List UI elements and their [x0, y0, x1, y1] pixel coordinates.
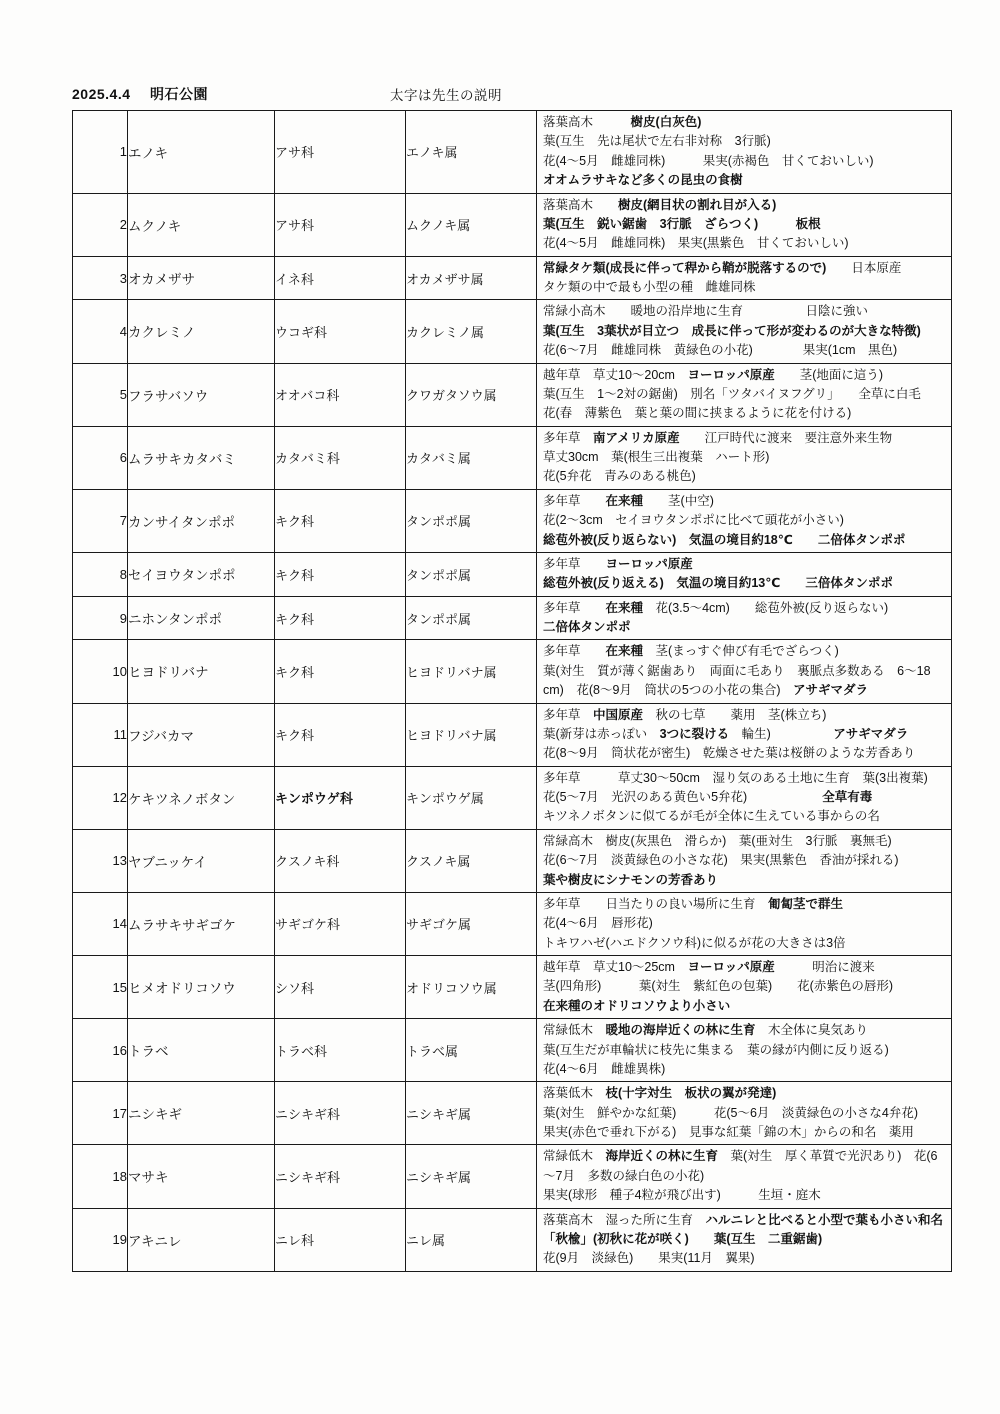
plant-description	[537, 892, 952, 955]
row-number: 8	[73, 552, 128, 596]
plant-name: ニシキギ	[128, 1082, 275, 1145]
description-line	[543, 448, 947, 467]
teacher-note-text: 葉や樹皮にシナモンの芳香あり	[543, 872, 719, 887]
description-line	[543, 662, 947, 681]
table-row	[73, 111, 952, 194]
description-text: 越年草 草丈10〜25cm	[543, 960, 688, 974]
plant-genus: キンポウゲ属	[406, 766, 537, 829]
teacher-note-text: 在来種	[605, 644, 644, 659]
teacher-note-text: 二倍体タンポポ	[543, 620, 631, 634]
plant-description	[537, 596, 952, 640]
document-header	[72, 82, 952, 106]
plant-name: ヒメオドリコソウ	[128, 956, 275, 1019]
description-line	[543, 278, 947, 297]
description-line	[543, 1123, 947, 1142]
description-text: 落葉高木	[543, 197, 619, 212]
table-row	[73, 703, 952, 766]
description-line	[543, 302, 947, 321]
description-text: 日本原産	[826, 260, 902, 275]
description-line	[543, 1147, 947, 1166]
plant-name: エノキ	[128, 111, 275, 194]
teacher-note-text: 海岸近くの林に生育	[605, 1149, 719, 1164]
description-text: 木全体に臭気あり	[755, 1023, 869, 1038]
description-line	[543, 871, 947, 890]
description-text: 花(4〜5月 雌雄同株) 果実(赤褐色 甘くておいしい)	[543, 153, 874, 168]
plant-description	[537, 1145, 952, 1208]
plant-family: カタバミ科	[275, 426, 406, 489]
plant-genus: タンポポ属	[406, 596, 537, 640]
description-line	[543, 1211, 947, 1230]
description-line	[543, 706, 947, 725]
row-number: 2	[73, 193, 128, 256]
teacher-note-text: ヨーロッパ原産	[687, 960, 775, 974]
description-line	[543, 492, 947, 511]
plant-genus: トラベ属	[406, 1019, 537, 1082]
description-line	[543, 914, 947, 933]
teacher-note-text: 中国原産	[593, 707, 644, 722]
description-line	[543, 171, 947, 190]
description-line	[543, 958, 947, 977]
plant-observation-table	[72, 110, 952, 1272]
description-line	[543, 851, 947, 870]
table-row	[73, 892, 952, 955]
row-number: 7	[73, 489, 128, 552]
description-text: 葉(互生だが車輪状に枝先に集まる 葉の縁が内側に反り返る)	[543, 1042, 889, 1057]
plant-description	[537, 111, 952, 194]
description-line	[543, 934, 947, 953]
description-text: 落葉高木 湿った所に生育	[543, 1212, 706, 1227]
description-text: 花(5弁花 青みのある桃色)	[543, 469, 696, 484]
description-line	[543, 807, 947, 826]
description-line	[543, 1060, 947, 1079]
description-text: 茎(中空)	[643, 493, 714, 508]
teacher-note-text: ハルニレと比べると小型で葉も小さい和名	[705, 1212, 944, 1227]
description-line	[543, 555, 947, 574]
header-note: 太字は先生の説明	[390, 88, 502, 103]
description-text: 多年草 日当たりの良い場所に生育	[543, 896, 769, 911]
plant-name: セイヨウタンポポ	[128, 552, 275, 596]
description-text: 落葉高木	[543, 115, 594, 129]
plant-genus: ニシキギ属	[406, 1145, 537, 1208]
description-text: 茎(四角形) 葉(対生 紫紅色の包葉) 花(赤紫色の唇形)	[543, 979, 893, 994]
row-number: 18	[73, 1145, 128, 1208]
description-text: 花(2〜3cm セイヨウタンポポに比べて頭花が小さい)	[543, 513, 844, 528]
description-text: 花(4〜5月 雌雄同株) 果実(黒紫色 甘くておいしい)	[543, 236, 849, 251]
plant-description	[537, 1019, 952, 1082]
plant-family: トラベ科	[275, 1019, 406, 1082]
description-line	[543, 404, 947, 423]
plant-genus: オドリコソウ属	[406, 956, 537, 1019]
plant-genus: ムクノキ属	[406, 193, 537, 256]
plant-family: ニレ科	[275, 1208, 406, 1271]
teacher-note-text: 樹皮(網目状の割れ目が入る)	[618, 197, 777, 212]
table-row	[73, 489, 952, 552]
teacher-note-text: 樹皮(白灰色)	[630, 115, 702, 129]
plant-description	[537, 256, 952, 300]
teacher-note-text: アサギマダラ	[833, 726, 909, 741]
plant-description	[537, 640, 952, 703]
row-number: 17	[73, 1082, 128, 1145]
description-text: 花(4〜6月 雌雄異株)	[543, 1061, 666, 1076]
description-line	[543, 832, 947, 851]
description-text: 多年草	[543, 430, 594, 445]
description-line	[543, 1167, 947, 1186]
plant-family: キク科	[275, 640, 406, 703]
description-line	[543, 385, 947, 404]
plant-genus: ニレ属	[406, 1208, 537, 1271]
row-number: 15	[73, 956, 128, 1019]
description-line	[543, 1230, 947, 1249]
table-row	[73, 1208, 952, 1271]
description-text: 花(5〜7月 光沢のある黄色い5弁花)	[543, 790, 823, 804]
description-line	[543, 895, 947, 914]
plant-family: オオバコ科	[275, 363, 406, 426]
plant-family: キク科	[275, 489, 406, 552]
plant-genus: ニシキギ属	[406, 1082, 537, 1145]
description-line	[543, 1021, 947, 1040]
table-row	[73, 300, 952, 363]
table-row	[73, 596, 952, 640]
table-row	[73, 1145, 952, 1208]
teacher-note-text: 葉(互生 3葉状が目立つ 成長に伴って形が変わるのが大きな特徴)	[543, 323, 921, 338]
description-text: 輪生)	[729, 726, 834, 741]
description-text: 常緑高木 樹皮(灰黒色 滑らか) 葉(亜対生 3行脈 裏無毛)	[543, 833, 892, 848]
teacher-note-text: 3つに裂ける	[659, 726, 730, 741]
teacher-note-text: 「秋楡」(初秋に花が咲く) 葉(互生 二重鋸歯)	[543, 1231, 823, 1246]
description-line	[543, 1041, 947, 1060]
description-text: 多年草	[543, 644, 606, 659]
table-row	[73, 640, 952, 703]
teacher-note-text: 在来種のオドリコソウより小さい	[543, 998, 731, 1013]
description-text: 茎(まっすぐ伸び有毛でざらつく)	[643, 644, 839, 659]
plant-genus: オカメザサ属	[406, 256, 537, 300]
description-text: 花(春 薄紫色 葉と葉の間に挟まるように花を付ける)	[543, 406, 852, 421]
table-row	[73, 552, 952, 596]
plant-family: クスノキ科	[275, 829, 406, 892]
description-text: 葉(新芽は赤っぽい	[543, 726, 660, 741]
plant-genus: エノキ属	[406, 111, 537, 194]
description-line	[543, 574, 947, 593]
description-text: 多年草	[543, 600, 606, 615]
plant-name: フラサバソウ	[128, 363, 275, 426]
teacher-note-text: 総苞外被(反り返らない) 気温の境目約18℃ 二倍体タンポポ	[543, 532, 906, 547]
description-line	[543, 341, 947, 360]
teacher-note-text: 枝(十字対生 板状の翼が発達)	[605, 1086, 777, 1101]
description-text: 多年草 草丈30〜50cm 湿り気のある土地に生育 葉(3出複葉)	[543, 770, 928, 785]
plant-description	[537, 426, 952, 489]
description-line	[543, 215, 947, 234]
description-line	[543, 132, 947, 151]
description-text: 花(3.5〜4cm) 総苞外被(反り返らない)	[643, 600, 889, 615]
description-text: 多年草	[543, 556, 606, 571]
plant-genus: サギゴケ属	[406, 892, 537, 955]
header-place: 明石公園	[150, 86, 208, 102]
description-text: 果実(赤色で垂れ下がる) 見事な紅葉「錦の木」からの和名 薬用	[543, 1125, 914, 1139]
description-line	[543, 769, 947, 788]
description-line	[543, 788, 947, 807]
description-text: 常緑小高木 暖地の沿岸地に生育 日陰に強い	[543, 304, 869, 319]
plant-name: カクレミノ	[128, 300, 275, 363]
plant-name: ケキツネノボタン	[128, 766, 275, 829]
plant-description	[537, 552, 952, 596]
description-line	[543, 997, 947, 1016]
row-number: 9	[73, 596, 128, 640]
description-line	[543, 259, 947, 278]
table-row	[73, 766, 952, 829]
plant-description	[537, 703, 952, 766]
description-text: 花(9月 淡緑色) 果実(11月 翼果)	[543, 1251, 755, 1266]
description-text: 〜7月 多数の緑白色の小花)	[543, 1168, 705, 1183]
description-line	[543, 744, 947, 763]
description-line	[543, 1186, 947, 1205]
teacher-note-text: ヨーロッパ原産	[687, 367, 775, 382]
description-text: 常緑低木	[543, 1023, 606, 1038]
teacher-note-text: 南アメリカ原産	[593, 430, 680, 445]
description-text: 果実(球形 種子4粒が飛び出す) 生垣・庭木	[543, 1188, 821, 1203]
description-text: 秋の七草 薬用 茎(株立ち)	[643, 707, 827, 722]
plant-family: アサ科	[275, 193, 406, 256]
plant-family: キク科	[275, 552, 406, 596]
description-line	[543, 642, 947, 661]
description-text: 常緑低木	[543, 1149, 606, 1164]
row-number: 13	[73, 829, 128, 892]
plant-family: シソ科	[275, 956, 406, 1019]
plant-genus: クワガタソウ属	[406, 363, 537, 426]
description-line	[543, 234, 947, 253]
plant-name: トラベ	[128, 1019, 275, 1082]
row-number: 3	[73, 256, 128, 300]
plant-description	[537, 956, 952, 1019]
plant-description	[537, 193, 952, 256]
description-line	[543, 599, 947, 618]
description-line	[543, 113, 947, 132]
row-number: 12	[73, 766, 128, 829]
plant-description	[537, 1082, 952, 1145]
teacher-note-text: 匍匐茎で群生	[768, 896, 844, 911]
teacher-note-text: 葉(互生 鋭い鋸歯 3行脈 ざらつく) 板根	[543, 216, 821, 231]
plant-description	[537, 489, 952, 552]
description-text: 花(6〜7月 雌雄同株 黄緑色の小花) 果実(1cm 黒色)	[543, 343, 898, 358]
plant-family: アサ科	[275, 111, 406, 194]
plant-genus: カクレミノ属	[406, 300, 537, 363]
teacher-note-text: ヨーロッパ原産	[605, 556, 693, 571]
description-text: 越年草 草丈10〜20cm	[543, 367, 688, 382]
description-line	[543, 511, 947, 530]
teacher-note-text: 暖地の海岸近くの林に生育	[605, 1023, 756, 1038]
plant-description	[537, 300, 952, 363]
description-text: トキワハゼ(ハエドクソウ科)に似るが花の大きさは3倍	[543, 935, 846, 950]
plant-family: ニシキギ科	[275, 1082, 406, 1145]
table-row	[73, 956, 952, 1019]
plant-family: キク科	[275, 596, 406, 640]
teacher-note-text: 在来種	[605, 493, 644, 508]
table-row	[73, 256, 952, 300]
plant-genus: ヒヨドリバナ属	[406, 703, 537, 766]
plant-family: キンポウゲ科	[275, 766, 406, 829]
teacher-note-text: アサギマダラ	[793, 683, 869, 698]
header-date: 2025.4.4	[72, 86, 131, 102]
description-line	[543, 1104, 947, 1123]
description-line	[543, 196, 947, 215]
plant-name: ヒヨドリバナ	[128, 640, 275, 703]
plant-name: ムラサキカタバミ	[128, 426, 275, 489]
plant-description	[537, 363, 952, 426]
description-text: cm) 花(8〜9月 筒状の5つの小花の集合)	[543, 683, 794, 698]
description-text: タケ類の中で最も小型の種 雌雄同株	[543, 280, 756, 294]
description-text: 葉(対生 鮮やかな紅葉) 花(5〜6月 淡黄緑色の小さな4弁花)	[543, 1105, 919, 1120]
description-text: 花(8〜9月 筒状花が密生) 乾燥させた葉は桜餅のような芳香あり	[543, 746, 916, 761]
row-number: 6	[73, 426, 128, 489]
table-row	[73, 193, 952, 256]
row-number: 4	[73, 300, 128, 363]
description-line	[543, 1084, 947, 1103]
table-row	[73, 829, 952, 892]
plant-name: カンサイタンポポ	[128, 489, 275, 552]
teacher-note-text: オオムラサキなど多くの昆虫の食樹	[543, 173, 743, 188]
teacher-note-text: 常緑タケ類(成長に伴って稈から鞘が脱落するので)	[543, 260, 827, 275]
description-text: 江戸時代に渡来 要注意外来生物	[679, 430, 893, 445]
description-text: 落葉低木	[543, 1086, 606, 1101]
plant-name: フジバカマ	[128, 703, 275, 766]
plant-family: ウコギ科	[275, 300, 406, 363]
plant-description	[537, 829, 952, 892]
description-line	[543, 322, 947, 341]
plant-genus: タンポポ属	[406, 489, 537, 552]
plant-description	[537, 766, 952, 829]
description-line	[543, 152, 947, 171]
description-line	[543, 531, 947, 550]
teacher-note-text: 全草有毒	[822, 790, 873, 804]
row-number: 1	[73, 111, 128, 194]
plant-family: ニシキギ科	[275, 1145, 406, 1208]
description-text	[593, 115, 631, 129]
description-line	[543, 467, 947, 486]
plant-name: ヤブニッケイ	[128, 829, 275, 892]
teacher-note-text: 総苞外被(反り返える) 気温の境目約13℃ 三倍体タンポポ	[543, 576, 893, 591]
description-line	[543, 618, 947, 637]
description-text: 花(6〜7月 淡黄緑色の小さな花) 果実(黒紫色 香油が採れる)	[543, 853, 899, 868]
description-text: 葉(互生 1〜2対の鋸歯) 別名「ツタバイヌフグリ」 全草に白毛	[543, 386, 921, 401]
description-line	[543, 429, 947, 448]
plant-name: マサキ	[128, 1145, 275, 1208]
plant-family: キク科	[275, 703, 406, 766]
plant-genus: ヒヨドリバナ属	[406, 640, 537, 703]
row-number: 19	[73, 1208, 128, 1271]
plant-description	[537, 1208, 952, 1271]
description-line	[543, 681, 947, 700]
row-number: 10	[73, 640, 128, 703]
row-number: 11	[73, 703, 128, 766]
plant-genus: タンポポ属	[406, 552, 537, 596]
teacher-note-text: 在来種	[605, 600, 644, 615]
description-line	[543, 977, 947, 996]
description-text: 葉(対生 厚く革質で光沢あり) 花(6	[718, 1149, 938, 1164]
table-row	[73, 1082, 952, 1145]
description-line	[543, 725, 947, 744]
plant-genus: クスノキ属	[406, 829, 537, 892]
table-row	[73, 426, 952, 489]
description-line	[543, 366, 947, 385]
plant-name: オカメザサ	[128, 256, 275, 300]
description-text: 多年草	[543, 493, 606, 508]
plant-name: ニホンタンポポ	[128, 596, 275, 640]
row-number: 16	[73, 1019, 128, 1082]
description-text: 明治に渡来	[774, 960, 875, 974]
description-text: 茎(地面に這う)	[774, 367, 884, 382]
plant-family: イネ科	[275, 256, 406, 300]
plant-genus: カタバミ属	[406, 426, 537, 489]
description-text: キツネノボタンに似てるが毛が全体に生えている事からの名	[543, 809, 880, 824]
row-number: 5	[73, 363, 128, 426]
description-text: 葉(対生 質が薄く鋸歯あり 両面に毛あり 裏脈点多数ある 6〜18	[543, 663, 931, 678]
plant-name: アキニレ	[128, 1208, 275, 1271]
plant-name: ムクノキ	[128, 193, 275, 256]
description-text: 草丈30cm 葉(根生三出複葉 ハート形)	[543, 450, 770, 464]
description-text: 多年草	[543, 707, 594, 722]
row-number: 14	[73, 892, 128, 955]
description-text: 花(4〜6月 唇形花)	[543, 916, 653, 931]
description-text: 葉(互生 先は尾状で左右非対称 3行脈)	[543, 134, 771, 149]
table-row	[73, 1019, 952, 1082]
plant-name: ムラサキサギゴケ	[128, 892, 275, 955]
plant-family: サギゴケ科	[275, 892, 406, 955]
description-line	[543, 1249, 947, 1268]
table-row	[73, 363, 952, 426]
